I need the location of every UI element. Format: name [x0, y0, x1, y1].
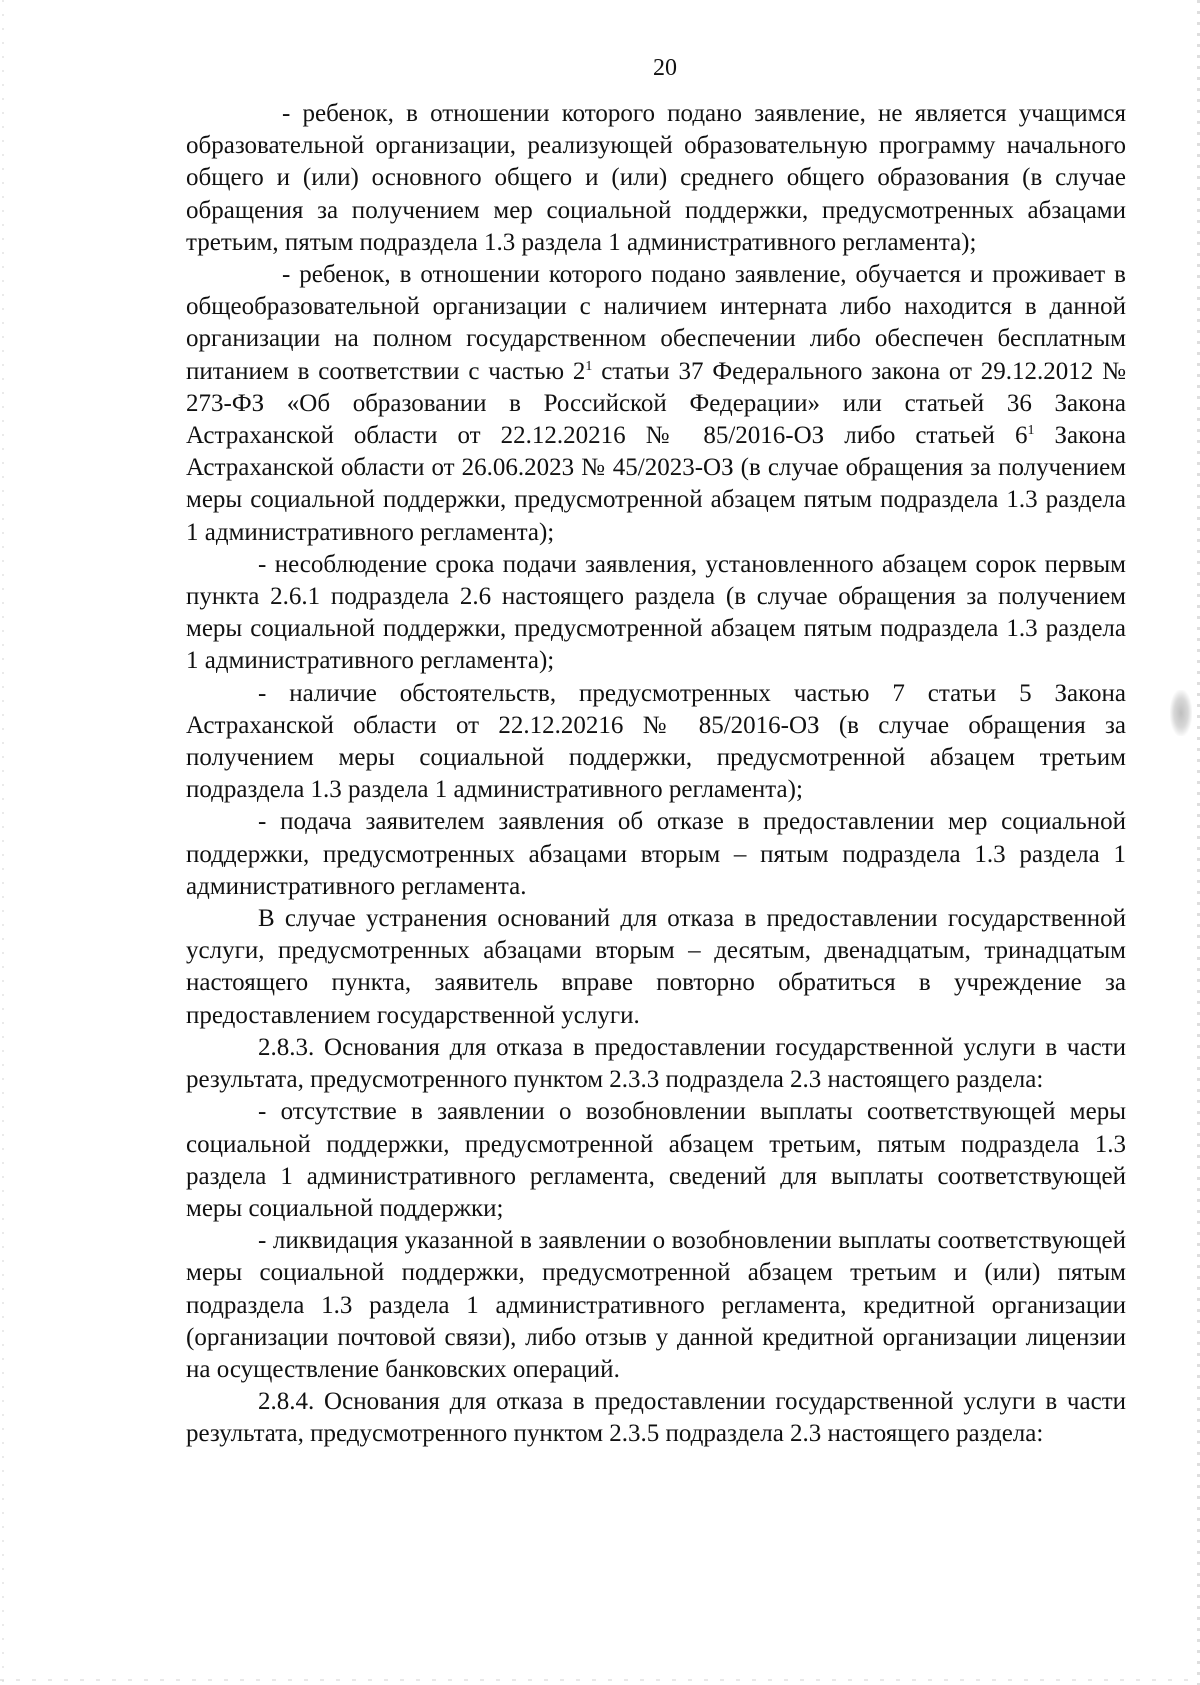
superscript: 1 [1027, 423, 1035, 439]
scan-edge-left [2, 0, 4, 1685]
paragraph-2-8-3: 2.8.3. Основания для отказа в предоставлении государственной услуги в части результата, предусмотренного пунктом 2.3.3 подраздела 2.3 настоящего раздела: [186, 1033, 1126, 1094]
paragraph-not-student: - ребенок, в отношении которого подано заявление, не является учащимся образовательной организации, реализующей образовательную программу начального общего и (или) основного общего и (или) среднего общего образования (в случае обращения за получением мер социальной поддержки, предусмотренных абзацами третьим, пятым подраздела 1.3 раздела 1 административного регламента); [186, 100, 1126, 256]
superscript: 1 [585, 358, 593, 374]
scan-smudge [1170, 690, 1192, 736]
paragraph-missing-payment-info: - отсутствие в заявлении о возобновлении выплаты соответствующей меры социальной поддержки, предусмотренной абзацем третьим, пятым подраздела 1.3 раздела 1 административного регламента, сведений для выплаты соответствующей меры социальной поддержки; [186, 1098, 1126, 1222]
paragraph-circumstances: - наличие обстоятельств, предусмотренных частью 7 статьи 5 Закона Астраханской области от 22.12.20216 № 85/2016-ОЗ (в случае обращения за получением меры социальной поддержки, предусмотренной абзацем третьим подраздела 1.3 раздела 1 административного регламента); [186, 679, 1126, 804]
paragraph-bank-liquidation: - ликвидация указанной в заявлении о возобновлении выплаты соответствующей меры социальной поддержки, предусмотренной абзацем третьим и (или) пятым подраздела 1.3 раздела 1 административного регламента, кредитной организации (организации почтовой связи), либо отзыв у данной кредитной организации лицензии на осуществление банковских операций. [186, 1227, 1126, 1383]
document-body [186, 98, 1126, 1451]
page-number: 20 [653, 55, 677, 81]
paragraph-repeat-application: В случае устранения оснований для отказа в предоставлении государственной услуги, предусмотренных абзацами вторым – десятым, двенадцатым, тринадцатым настоящего пункта, заявитель вправе повторно обратиться в учреждение за предоставлением государственной услуги. [186, 905, 1126, 1029]
scan-edge-bottom [0, 1679, 1200, 1681]
paragraph-deadline-violation: - несоблюдение срока подачи заявления, установленного абзацем сорок первым пункта 2.6.1 подраздела 2.6 настоящего раздела (в случае обращения за получением меры социальной поддержки, предусмотренной абзацем пятым подраздела 1.3 раздела 1 административного регламента); [186, 550, 1126, 675]
paragraph-2-8-4: 2.8.4. Основания для отказа в предоставлении государственной услуги в части результата, предусмотренного пунктом 2.3.5 подраздела 2.3 настоящего раздела: [186, 1388, 1126, 1448]
paragraph-boarding-school: - ребенок, в отношении которого подано заявление, обучается и проживает в общеобразовательной организации с наличием интерната либо находится в данной организации на полном государственном обеспечении либо обеспечен бесплатным питанием в соответствии с частью $2^1$ статьи 37 Федерального закона от 29.12.2012 № 273-ФЗ «Об образовании в Российской Федерации» или статьей 36 Закона Астраханской области от 22.12.20216 № 85/2016-ОЗ либо статьей $6^1$ Закона Астраханской области от 26.06.2023 № 45/2023-ОЗ (в случае обращения за получением меры социальной поддержки, предусмотренной абзацем пятым подраздела 1.3 раздела 1 административного регламента); [186, 261, 1126, 546]
paragraph-refusal-application: - подача заявителем заявления об отказе в предоставлении мер социальной поддержки, предусмотренных абзацами вторым – пятым подраздела 1.3 раздела 1 административного регламента. [186, 808, 1126, 900]
